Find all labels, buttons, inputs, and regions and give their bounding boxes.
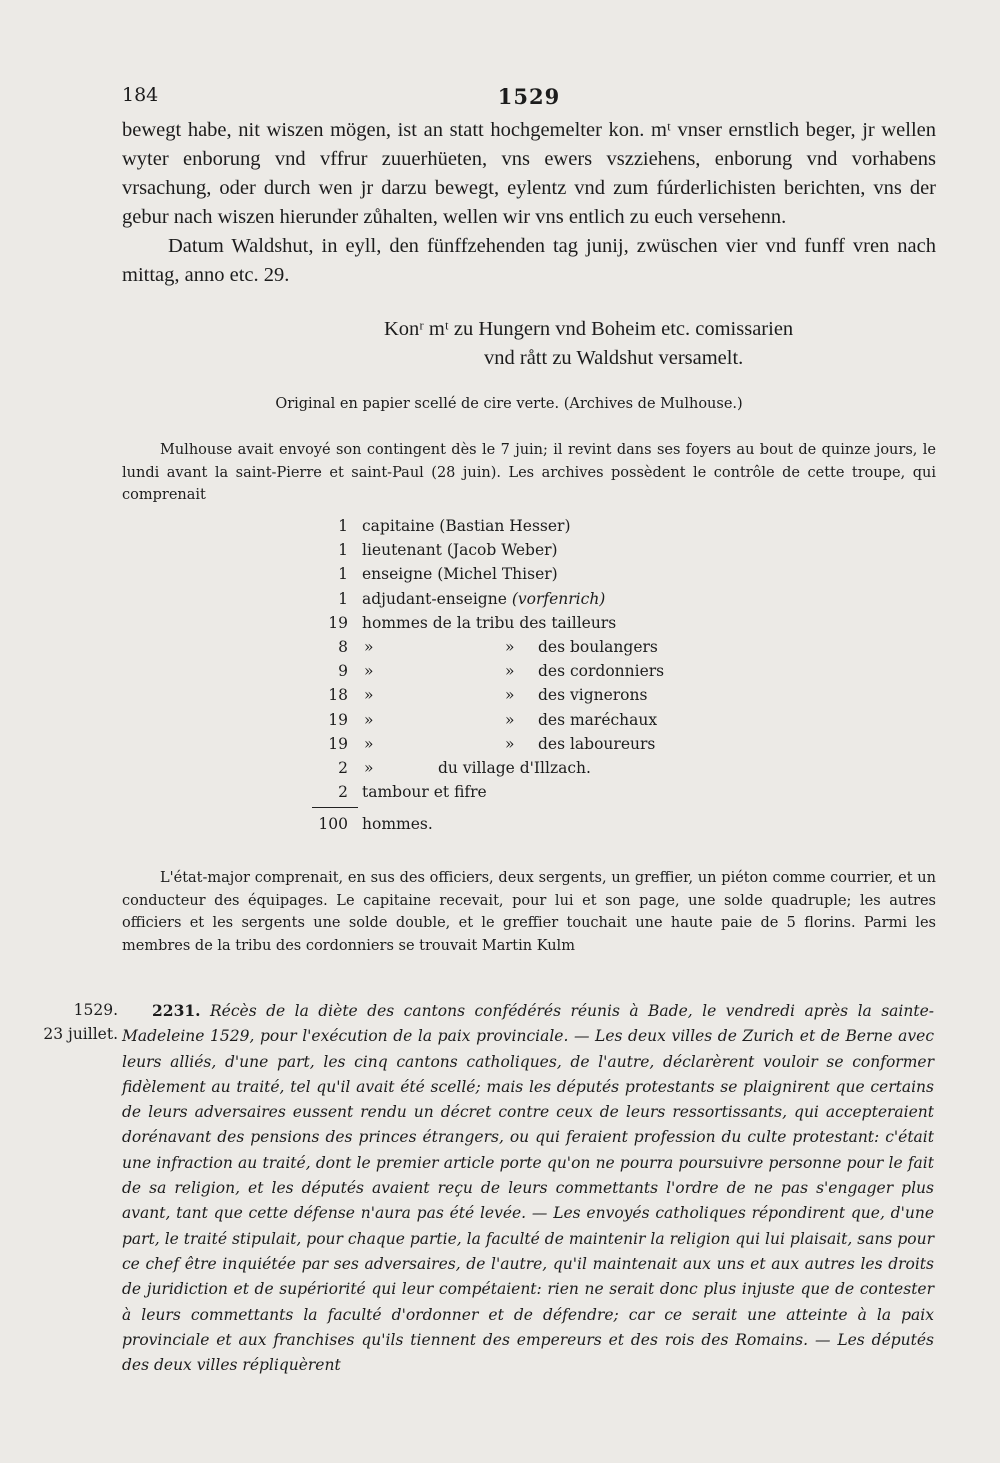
staff-paragraph: L'état-major comprenait, en sus des officiers, deux sergents, un greffier, un piéton comme courrier, et un conducteur des équipages. Le capitaine recevait, pour lui et son page, une solde quadruple; les autres officiers et les sergents une solde double, et le greffier touchait une haute paie de 5 florins. Parmi les membres de la tribu des cordonniers se trouvait Martin Kulm (122, 870, 936, 954)
german-paragraph-2: Datum Waldshut, in eyll, den fünffzehenden tag junij, zwüschen vier vnd funff vren nach mittag, anno etc. 29. (122, 235, 936, 286)
roster-row: 9 » » des cordonniers (338, 662, 665, 681)
margin-note-year: 1529. (73, 1001, 118, 1019)
page-number: 184 (122, 84, 159, 106)
source-note: Original en papier scellé de cire verte. (Archives de Mulhouse.) (275, 396, 743, 412)
signature-line-1: Konʳ mᵗ zu Hungern vnd Boheim etc. comissarien (384, 318, 794, 340)
roster-sum-rule (300, 807, 700, 815)
roster-row: 18 » » des vignerons (328, 686, 648, 705)
roster-row: 19 » » des laboureurs (328, 734, 656, 753)
running-year: 1529 (497, 84, 561, 109)
roster-row: 2 tambour et fifre (338, 783, 487, 802)
roster-row: 8 » » des boulangers (338, 637, 658, 656)
german-paragraph-1: bewegt habe, nit wiszen mögen, ist an statt hochgemelter kon. mᵗ vnser ernstlich beger, jr wellen wyter enborung vnd vffrur zuuerhüeten, vns ewers vszziehens, enborung vnd vorhabens vrsachung, oder durch wen jr darzu bewegt, eylentz vnd zum fúrderlichisten berichten, vns der gebur nach wiszen hierunder zůhalten, wellen wir vns entlich zu euch versehenn. (122, 119, 936, 228)
roster-row: 1 adjudant-enseigne (vorfenrich) (338, 589, 606, 608)
regest-entry (122, 998, 934, 1378)
roster-row: 2 » du village d'Illzach. (338, 758, 591, 777)
margin-note (20, 998, 118, 1046)
roster-row: 19 hommes de la tribu des tailleurs (328, 613, 617, 632)
sum-rule-line (312, 807, 358, 808)
roster-row: 1 capitaine (Bastian Hesser) (338, 517, 571, 535)
entry-number: 2231. (152, 1001, 201, 1020)
roster-row: 19 » » des maréchaux (328, 710, 658, 729)
page-header (122, 84, 936, 114)
roster-row: 1 lieutenant (Jacob Weber) (338, 541, 558, 560)
staff-paragraph-block (122, 867, 936, 957)
german-letter (122, 116, 936, 290)
roster-total-row: 100 hommes. (318, 815, 433, 834)
intro-paragraph-block (122, 439, 936, 507)
margin-note-date: 23 juillet. (43, 1025, 118, 1043)
troop-roster (300, 517, 700, 839)
entry-text: Récès de la diète des cantons confédérés réunis à Bade, le vendredi après la sainte-Madeleine 1529, pour l'exécution de la paix provinciale. — Les deux villes de Zurich et de Berne avec leurs alliés, d'une part, les cinq cantons catholiques, de l'autre, déclarèrent vouloir se conformer fidèlement au traité, tel qu'il avait été scellé; mais les députés protestants se plaignirent que certains de leurs adversaires eussent rendu un décret contre ceux de leurs ressortissants, qui accepteraient dorénavant des pensions des princes étrangers, ou qui feraient profession du culte protestant: c'était une infraction au traité, dont le premier article porte qu'on ne pourra poursuivre personne pour le fait de sa religion, et les députés avaient reçu de leurs commettants l'ordre de ne pas s'engager plus avant, tant que cette défense n'aura pas été levée. — Les envoyés catholiques répondirent que, d'une part, le traité stipulait, pour chaque partie, la faculté de maintenir la religion qui lui plaisait, sans pour ce chef être inquiétée par ses adversaires, de l'autre, qu'il maintenait aux uns et aux autres les droits de juridiction et de supériorité qui leur compétaient: rien ne serait donc plus injuste que de contester à leurs commettants la faculté d'ordonner et de défendre; car ce serait une atteinte à la paix provinciale et aux franchises qu'ils tiennent des empereurs et des rois des Romains. — Les députés des deux villes répliquèrent (122, 1002, 934, 1375)
signature-line-2: vnd rått zu Waldshut versamelt. (484, 347, 744, 369)
intro-paragraph: Mulhouse avait envoyé son contingent dès le 7 juin; il revint dans ses foyers au bout de quinze jours, le lundi avant la saint-Pierre et saint-Paul (28 juin). Les archives possèdent le contrôle de cette troupe, qui comprenait (122, 442, 936, 503)
roster-row: 1 enseigne (Michel Thiser) (338, 565, 558, 584)
